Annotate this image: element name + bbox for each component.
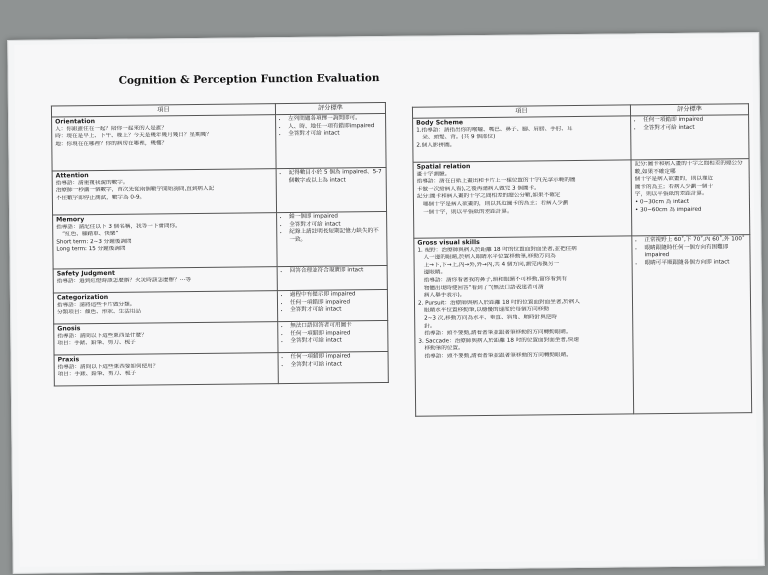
item-line: 病人舉手表示)。	[423, 292, 466, 299]
item-line: 指導語：過到紅燈時該怎麼辦？火災時該怎麼辦？⋯等	[56, 276, 192, 285]
criteria-cell	[277, 289, 387, 321]
row-praxis	[54, 351, 388, 385]
criteria-line: • 0~30cm 為 intact	[634, 198, 690, 206]
item-line: 物體出現時便回答“看到了”(無法口語表達者可請	[423, 283, 544, 292]
criteria-item: • 全答對才可給 intact	[291, 361, 385, 370]
item-cell	[52, 115, 277, 171]
criteria-item: • 錯一個即 impaired	[289, 213, 383, 222]
item-line: 1.指導語：請指出你的喉嚨、嘴巴、鼻子、腳、肩膀、手肘、耳	[416, 125, 573, 134]
row-gross-visual-skills	[414, 235, 752, 417]
criteria-item: • 紀錄上請註明長短期記憶力缺失的不一致。	[289, 228, 383, 244]
criteria-item: • 任何一項錯即 impaired	[290, 330, 384, 339]
item-line: 2.個人影拼圖。	[416, 142, 456, 149]
item-cell	[52, 169, 276, 215]
item-line: 指導語：請重複我說的數字。	[55, 179, 129, 187]
criteria-item: • 任何一項錯即 impaired	[643, 116, 745, 125]
document-title: Cognition & Perception Function Evaluation	[118, 72, 380, 87]
item-line: 畫十字測驗。	[416, 170, 451, 178]
header-item: 項目	[412, 105, 630, 118]
item-line: 卡做一次給病人看),之後再請病人做完 3 個圖卡。	[416, 185, 540, 193]
item-line: 人一邊的眼睛,於病人眼睛水平位置移動筆,移動方向為	[423, 253, 556, 261]
criteria-item: • 人、時、地任一項有錯即impaired	[288, 123, 382, 132]
item-line: 3. Saccade：治療師與病人於距離 18 吋的位置面對面坐著,快速	[418, 336, 580, 345]
criteria-line: 字，則以平張紙的差距計算。	[634, 191, 708, 198]
item-line: 指導語：頭不要動,請看著筆並跟著筆移動的方向轉動眼睛。	[424, 329, 572, 337]
criteria-item: • 眼睛跟隨時任何一個方向有困難即 impaired	[644, 244, 746, 260]
criteria-item: • 全答對才可給 intact	[290, 337, 384, 346]
criteria-line: 記分:圖卡和病人畫的十字之間相差的總公分數,如果不確定哪	[634, 160, 743, 175]
item-line: Long term: 15 分鐘後詢問	[56, 246, 126, 253]
header-item: 項目	[51, 104, 275, 117]
item-line: Short term: 2~3 分鐘後詢問	[56, 238, 132, 246]
item-line: 針。	[424, 323, 436, 330]
item-line: 指導語：請問以下這些東西要如何使用？	[57, 362, 159, 371]
criteria-cell	[278, 351, 388, 383]
criteria-cell	[277, 265, 387, 290]
criteria-item: • 左列問題各項擇一詢問即可。	[288, 115, 382, 124]
left-evaluation-table	[51, 102, 389, 386]
laminated-sheet	[7, 32, 765, 574]
item-line: 朵、頭髮、背。(共 9 個部位)	[422, 134, 496, 141]
section-title: Gnosis	[57, 325, 81, 333]
criteria-cell	[631, 115, 749, 160]
item-line: 不住數字即停止測試，數字為 0-9。	[55, 194, 146, 202]
criteria-item: • 無法口語回答者可用圖卡	[290, 322, 384, 331]
row-safety-judgment	[53, 265, 387, 292]
section-title: Spatial relation	[416, 163, 471, 171]
section-title: Body Scheme	[416, 119, 464, 127]
item-line: 指導語：請你看著我的鼻子,頭和眼睛不可移動,當你看到有	[423, 276, 568, 284]
section-title: Praxis	[57, 356, 80, 364]
row-spatial-relation	[413, 159, 750, 239]
header-criteria: 評分標準	[630, 104, 748, 116]
item-line: 1. 視野：治療師與病人於距離 18 吋的位置面對面坐著,並把住病	[417, 245, 577, 254]
criteria-cell	[278, 320, 388, 352]
criteria-item: • 全答對才可給 intact	[289, 221, 383, 230]
item-line: 指導語：請將這些卡片做分類。	[56, 301, 136, 309]
item-cell	[54, 353, 278, 386]
criteria-item: • 眼睛可平順跟隨各個方向即 intact	[645, 259, 747, 268]
criteria-item: • 過程中有提示即 impaired	[290, 291, 384, 300]
criteria-item: • 任何一項錯即 impaired	[291, 353, 385, 362]
item-line: 分類項目：顏色、形狀、生活用品	[57, 308, 142, 316]
item-line: 2. Pursuit：治療師與病人於距離 18 吋的位置面對面坐著,於病人	[417, 298, 580, 307]
item-line: 指導語：頭不要動,請看著筆並跟著筆移動的方向轉動眼睛。	[424, 351, 572, 360]
item-line: 眼睛水平位置移動筆,以穩優的速度於每個方向移動	[424, 306, 549, 314]
criteria-line: 個十字是病人欲畫的，則以靠近	[634, 175, 714, 183]
row-gnosis	[54, 320, 388, 354]
item-cell	[413, 160, 632, 238]
item-line: 項目：手錶、鉛筆、剪刀、梳子	[57, 370, 137, 378]
item-line: 時：現在是早上、下午、晚上？今天是幾年幾月幾日？星期幾？	[55, 132, 212, 140]
criteria-item: • 全答對才可給 intact	[288, 130, 382, 139]
section-title: Attention	[55, 172, 89, 180]
criteria-item: • 全答對才可給 intact	[643, 124, 745, 133]
item-line: 項目：手錶、鉛筆、剪刀、梳子	[57, 339, 136, 347]
row-attention	[52, 167, 386, 214]
criteria-cell	[276, 167, 386, 212]
item-line: 治療師一秒講一個數字，首次先從兩個數字開始詢問,直到病人記	[55, 185, 215, 194]
section-title: Categorization	[56, 293, 109, 302]
item-line: 一個十字，則以平張紙的差距計算。	[423, 208, 513, 216]
row-orientation	[52, 113, 387, 170]
item-line: 邊眼睛。	[423, 269, 447, 276]
item-line: “紅色、腳踏車、快樂”	[62, 230, 119, 238]
item-line: 2~3 次,移動方向為水平、垂直、斜角、順時針與逆時	[424, 314, 558, 322]
item-line: 指導語：請記住以下 3 個名稱，我等一下會問你。	[56, 222, 181, 231]
item-line: 指導語：請問以下這些東西是什麼？	[57, 332, 147, 340]
criteria-item: • 正常視野上 60˚,下 70˚,內 60˚,外 100˚	[644, 236, 746, 245]
criteria-item: • 記得數目小於 5 個為 impaired、5-7 個數字或以上為 intact	[289, 169, 383, 185]
paper	[14, 37, 757, 567]
item-cell	[414, 236, 634, 416]
right-evaluation-table	[412, 103, 752, 417]
item-line: 哪個十字是病人欲畫的，則以其近圖卡的為主；若病人少劃	[422, 200, 569, 208]
criteria-item: • 任何一項錯即 impaired	[290, 299, 384, 308]
criteria-item: • 全答對才可給 intact	[290, 306, 384, 315]
item-line: 上→下,下→上,內→外,外→內,共 4 個方向,測完再換另一	[423, 260, 560, 269]
item-line: 指導語：請在白紙上畫出和卡片上一樣位置的十字(先拿示範的圖	[416, 177, 576, 185]
row-memory	[53, 211, 388, 268]
item-cell	[53, 267, 277, 293]
criteria-cell	[276, 113, 387, 168]
criteria-item: • 回答合理並符合現實即 intact	[290, 267, 384, 276]
criteria-line: 圖卡的為主；若病人少劃一個十	[634, 183, 714, 191]
section-title: Memory	[56, 216, 85, 224]
section-title: Gross visual skills	[417, 239, 480, 247]
criteria-cell	[631, 159, 750, 236]
item-line: 移動筆的位置。	[424, 345, 464, 352]
header-criteria: 評分標準	[275, 102, 385, 114]
section-title: Safety Judgment	[56, 269, 115, 278]
item-cell	[53, 213, 278, 269]
item-cell	[413, 116, 631, 162]
item-line: 地：你現在在哪裡？你的病房在哪裡，幾樓？	[55, 140, 168, 148]
item-line: 人：你跟誰住在一起？陪你一起來的人是誰？	[55, 124, 168, 133]
item-cell	[54, 322, 278, 355]
row-categorization	[53, 289, 387, 323]
row-body-scheme	[413, 115, 749, 163]
criteria-line: • 30~60cm 為 impaired	[635, 206, 702, 213]
criteria-cell	[277, 211, 388, 266]
item-line: 記分:圖卡和病人畫的十字之間相差的總公分數,如果不確定	[416, 192, 561, 201]
section-title: Orientation	[55, 118, 96, 126]
criteria-cell	[632, 235, 752, 414]
item-cell	[53, 291, 277, 324]
